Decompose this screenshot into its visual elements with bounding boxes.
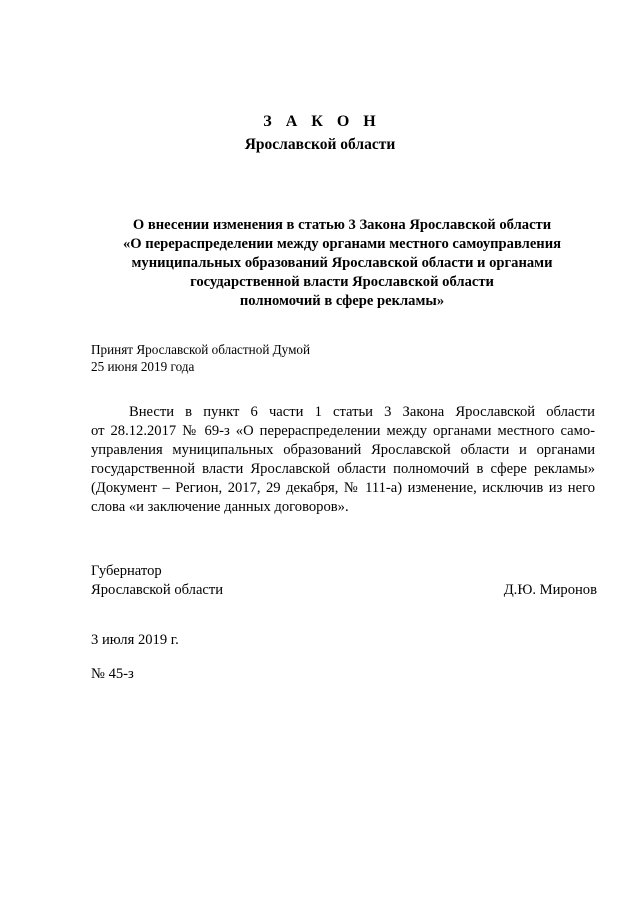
body-line: управления муниципальных образований Ярославской области и органами xyxy=(91,442,595,458)
signatory-name: Д.Ю. Миронов xyxy=(503,582,597,598)
body-line: государственной власти Ярославской области полномочий в сфере рекламы» xyxy=(91,461,595,477)
adoption-body: Принят Ярославской областной Думой xyxy=(91,342,311,357)
heading-line: О внесении изменения в статью 3 Закона Ярославской области xyxy=(132,217,552,233)
law-heading xyxy=(88,216,596,311)
body-line: от 28.12.2017 № 69-з «О перераспределении между органами местного само- xyxy=(91,423,595,439)
signatory-region: Ярославской области xyxy=(91,582,224,598)
law-number: № 45-з xyxy=(91,666,134,682)
law-body xyxy=(91,403,595,517)
body-line: Внести в пункт 6 части 1 статьи 3 Закона Ярославской области xyxy=(129,404,595,420)
body-line: (Документ – Регион, 2017, 29 декабря, № 111-а) изменение, исключив из него xyxy=(91,480,595,496)
signing-date: 3 июля 2019 г. xyxy=(91,632,179,648)
law-title: З А К О Н xyxy=(263,113,381,130)
heading-line: муниципальных образований Ярославской области и органами xyxy=(131,255,553,271)
adoption-date: 25 июня 2019 года xyxy=(91,359,195,374)
signature-row xyxy=(91,581,597,600)
adoption-note xyxy=(91,341,310,375)
signature-block xyxy=(91,562,597,600)
heading-line: полномочий в сфере рекламы» xyxy=(239,293,445,309)
heading-line: «О перераспределении между органами местного самоуправления xyxy=(122,236,562,252)
signatory-position: Губернатор xyxy=(91,563,162,579)
law-region: Ярославской области xyxy=(244,136,396,153)
body-line: слова «и заключение данных договоров». xyxy=(91,499,349,515)
heading-line: государственной власти Ярославской области xyxy=(190,274,494,290)
